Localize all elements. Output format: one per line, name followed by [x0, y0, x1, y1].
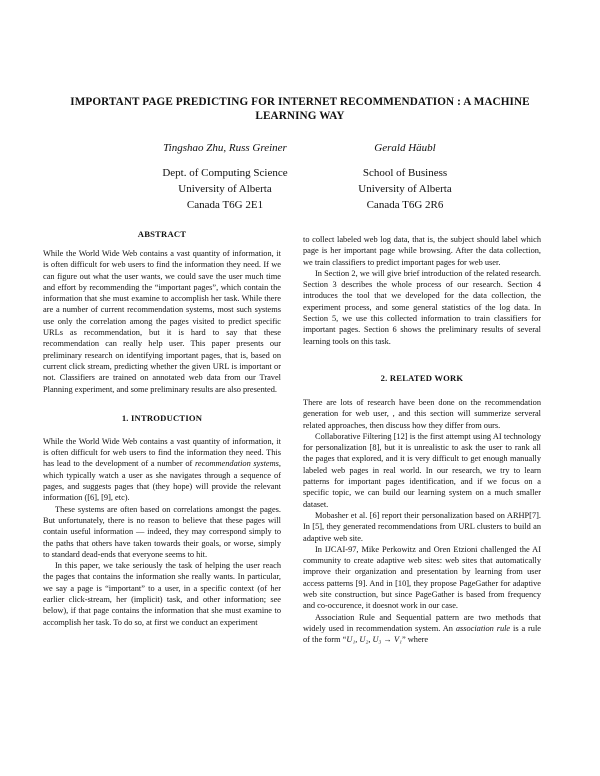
affiliation-line: University of Alberta	[358, 183, 452, 195]
affiliation-line: School of Business	[362, 167, 448, 179]
related-paragraph-5	[303, 612, 541, 646]
related-work-heading: 2. RELATED WORK	[380, 372, 464, 383]
related-paragraph-2: Collaborative Filtering [12] is the first attempt using AI technology for personalization [8], but it is unrealistic to ask the user to rank all the pages that explored, and it is very difficult to get enough manually labeled web pages in real world. In our research, we try to learn patterns for important pages identification, and if we focus on a specific topic, we can build our learning system on a much smaller dataset.	[303, 431, 541, 509]
right-paragraph-0: to collect labeled web log data, that is, the subject should label which page is her important page while browsing. After the data collection, we train classifiers to predict important pages for web user.	[303, 235, 541, 267]
affiliation-line: University of Alberta	[178, 183, 272, 195]
related-p5-emphasis: association rule	[455, 623, 511, 633]
abstract-heading: ABSTRACT	[137, 229, 187, 239]
author-block-right	[320, 140, 490, 213]
abstract-text: While the World Wide Web contains a vast quantity of information, it is often difficult for web users to find the information they need. If we can figure out what the user wants, we could save the user much time and effort by recommending the “important pages”, which contain the information that she must examine to accomplish her task. While there are a number of current recommendation systems, most such systems use only the correlation among the pages visited to predict specific URLs as recommendation, but it is hard to say that these recommendation can really help user. This paper presents our preliminary research on identifying important pages, that is, based on current click stream, predicting whether the given URL is important or not. Classifiers are trained on annotated web data from our Travel Planning experiment, and some preliminary results are also presented.	[43, 249, 281, 394]
intro-heading: 1. INTRODUCTION	[121, 412, 203, 423]
right-paragraph-1: In Section 2, we will give brief introduction of the related research. Section 3 describes the whole process of our research. Section 4 introduces the tool that we developed for the data collection, the experiment process, and some general statistics of the log data. In Section 5, we use this collected information to train classifiers for important pages. Section 6 shows the preliminary results of several learning tools on this task.	[303, 268, 541, 346]
affiliation-line: Dept. of Computing Science	[162, 167, 288, 179]
intro-paragraph-3: In this paper, we take seriously the task of helping the user reach the pages that contains the information she really wants. In particular, we say a page is “important” to a user, in a specific context (of her earlier click-stream, her (implicit) task, and other information; see below), if that page contains the information that she must examine to accomplish her task. To do so, at first we conduct an experiment	[43, 561, 281, 627]
related-paragraph-4: In IJCAI-97, Mike Perkowitz and Oren Etzioni challenged the AI community to create adaptive web sites: web sites that automatically improve their organization and presentation by learning from user access patterns [9]. And in [10], they propose PageGather for adaptive web site construction, but since PageGather is based from frequency and co-occurence, it doesnot work in our case.	[303, 544, 541, 611]
intro-paragraph-2: These systems are often based on correlations amongst the pages. But unfortunately, there is no reason to believe that these pages will contain useful information — indeed, they may correspond simply to the paths that others have taken towards their goals, or worse, simply to standard dead-ends that everyone seems to hit.	[43, 504, 281, 559]
related-paragraph-1: There are lots of research have been done on the recommendation generation for web user, , and this section will summerize serveral related approaches, then discuss how they differ from ours.	[303, 397, 541, 430]
author-names-right: Gerald Häubl	[374, 142, 436, 154]
related-p5-text-a: Association Rule and Sequential pattern are two methods that widely used in recommendation system. An	[303, 612, 541, 633]
affiliation-line: Canada T6G 2R6	[366, 199, 444, 211]
right-column	[303, 234, 541, 646]
author-names-left: Tingshao Zhu, Russ Greiner	[163, 142, 287, 154]
related-p5-formula: U₁, U₂, U₃ → V₁	[346, 635, 402, 645]
related-p5-text-c: ” where	[401, 635, 429, 645]
intro-p1-emphasis: recommendation systems	[194, 459, 279, 469]
paper-title: IMPORTANT PAGE PREDICTING FOR INTERNET RECOMMENDATION : A MACHINE LEARNING WAY	[70, 96, 530, 122]
intro-p1-text-b: , which typically watch a user as she navigates through a sequence of pages, and suggests pages that (they hope) will provide the relevant information ([6], [9], etc).	[43, 459, 281, 503]
related-paragraph-3: Mobasher et al. [6] report their personalization based on ARHP[7]. In [5], they generated recommendations from URL clusters to build an adaptive web site.	[303, 510, 541, 543]
author-block-left	[140, 140, 310, 213]
intro-p1-text-a: While the World Wide Web contains a vast quantity of information, it is often difficult for web users to find the information they need. This has lead to the development of a number of	[43, 436, 281, 469]
related-p5-text-b: is a rule of the form “	[303, 623, 542, 645]
left-column	[43, 229, 281, 628]
affiliation-line: Canada T6G 2E1	[186, 199, 264, 211]
intro-paragraph-1	[43, 436, 281, 504]
